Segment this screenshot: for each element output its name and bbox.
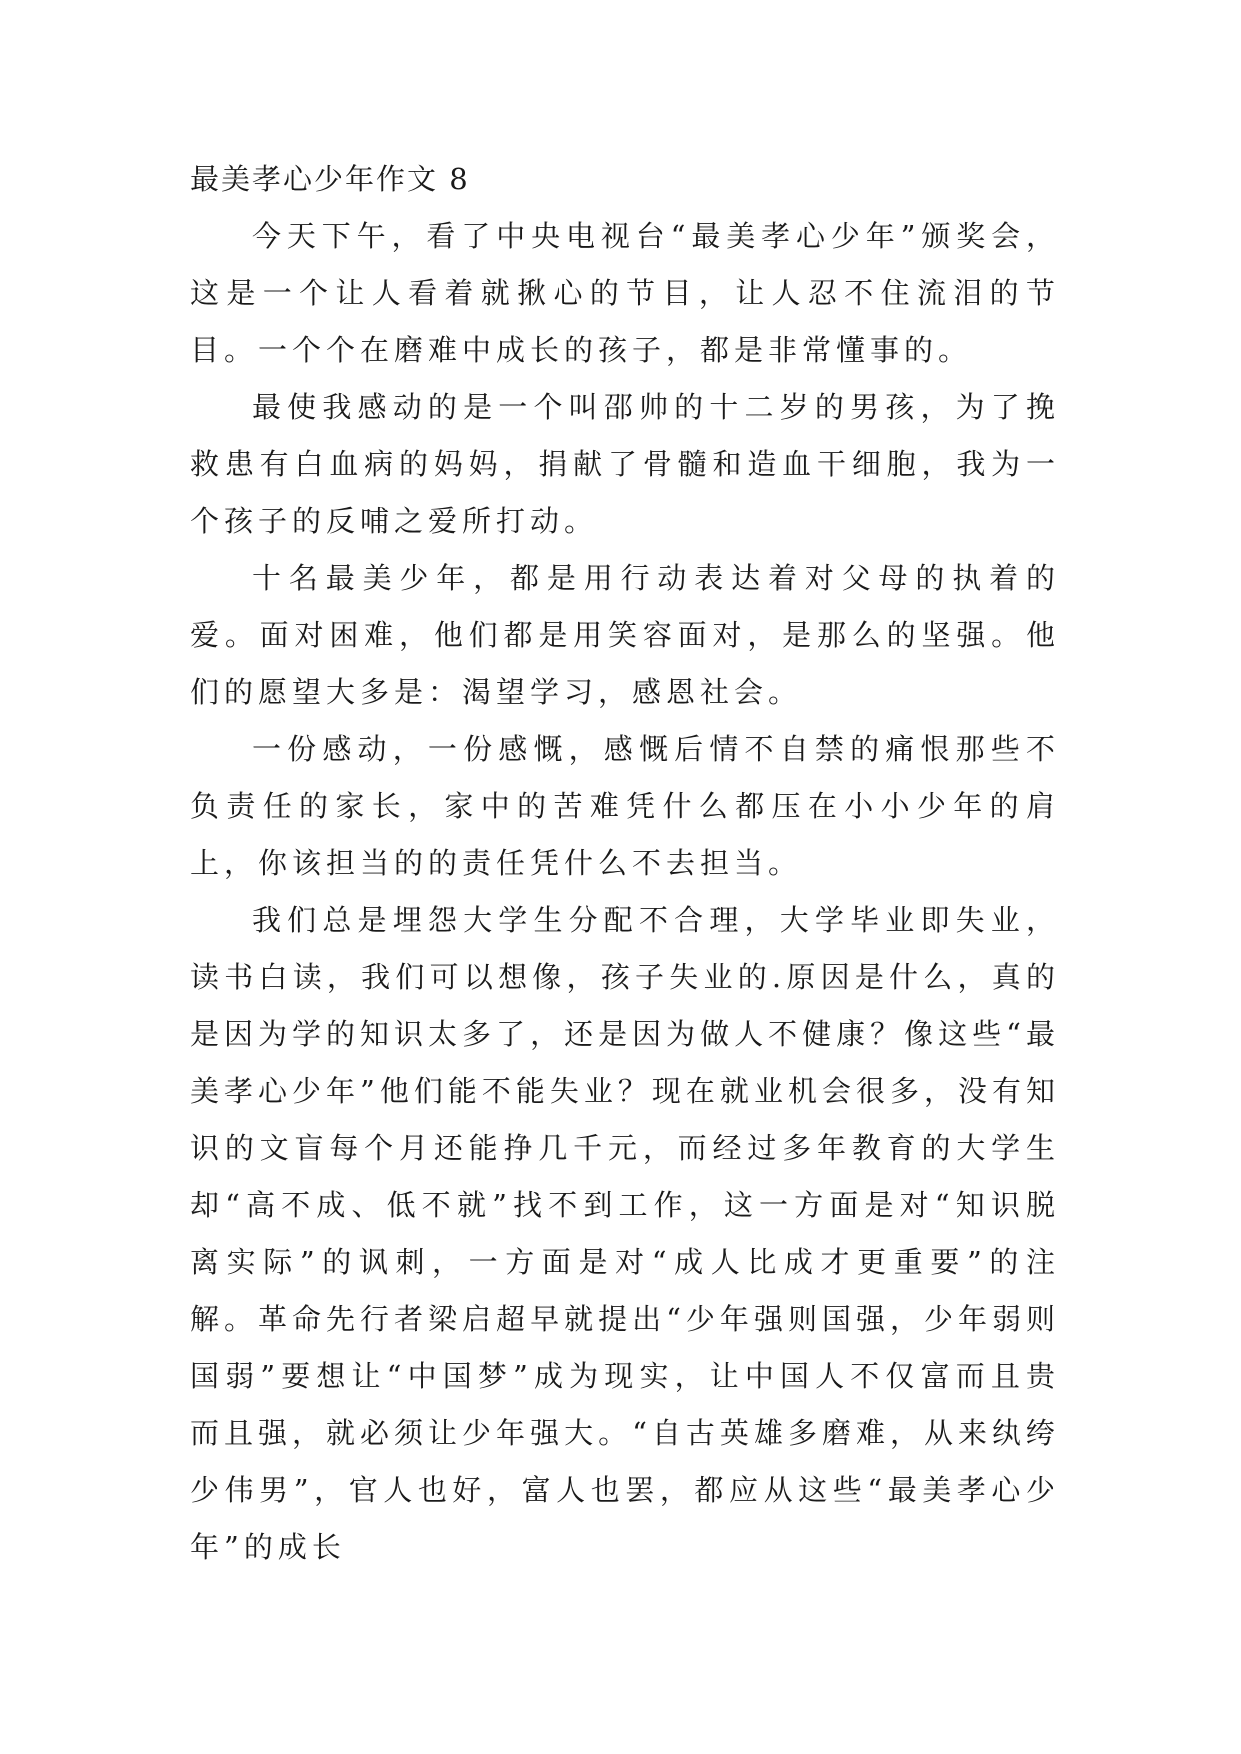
paragraph-3: 十名最美少年，都是用行动表达着对父母的执着的爱。面对困难，他们都是用笑容面对，是那么的坚强。他们的愿望大多是：渴望学习，感恩社会。 (190, 561, 1060, 709)
paragraph-4: 一份感动，一份感慨，感慨后情不自禁的痛恨那些不负责任的家长，家中的苦难凭什么都压在小小少年的肩上，你该担当的的责任凭什么不去担当。 (190, 732, 1060, 880)
paragraph-5: 我们总是埋怨大学生分配不合理，大学毕业即失业，读书白读，我们可以想像，孩子失业的.原因是什么，真的是因为学的知识太多了，还是因为做人不健康？像这些“最美孝心少年”他们能不能失业？现在就业机会很多，没有知识的文盲每个月还能挣几千元，而经过多年教育的大学生却“高不成、低不就”找不到工作，这一方面是对“知识脱离实际”的讽刺，一方面是对“成人比成才更重要”的注解。革命先行者梁启超早就提出“少年强则国强，少年弱则国弱”要想让“中国梦”成为现实，让中国人不仅富而且贵而且强，就必须让少年强大。“自古英雄多磨难，从来纨绔少伟男”，官人也好，富人也罢，都应从这些“最美孝心少年”的成长 (190, 903, 1060, 1564)
article-title: 最美孝心少年作文 8 (190, 162, 470, 196)
paragraph-2: 最使我感动的是一个叫邵帅的十二岁的男孩，为了挽救患有白血病的妈妈，捐献了骨髓和造血干细胞，我为一个孩子的反哺之爱所打动。 (190, 390, 1060, 538)
paragraph-1: 今天下午，看了中央电视台“最美孝心少年”颁奖会，这是一个让人看着就揪心的节目，让人忍不住流泪的节目。一个个在磨难中成长的孩子，都是非常懂事的。 (190, 219, 1060, 367)
article-body (190, 150, 1060, 1576)
